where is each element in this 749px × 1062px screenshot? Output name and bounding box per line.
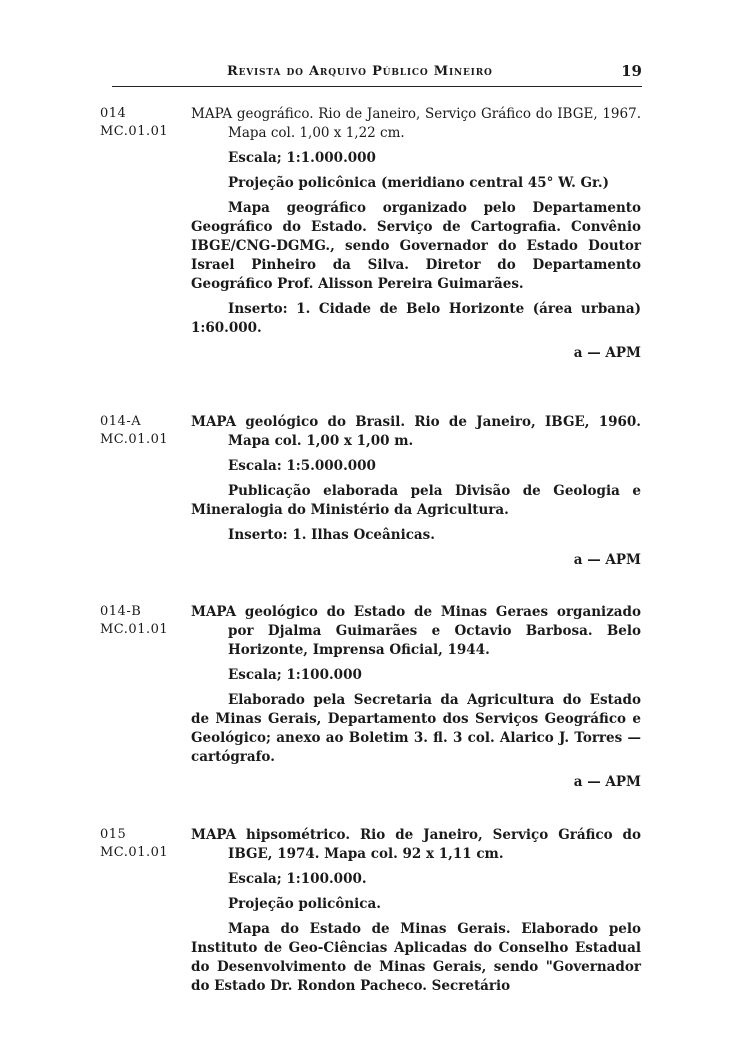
entry-body	[191, 413, 641, 570]
entry-location: a — APM	[573, 774, 641, 790]
entry-title: MAPA geográfico. Rio de Janeiro, Serviço Gráfico do IBGE, 1967. Mapa col. 1,00 x 1,22 cm.	[191, 106, 641, 141]
entry-code-block	[100, 603, 190, 639]
entry-title: MAPA geológico do Estado de Minas Geraes organizado por Djalma Guimarães e Octavio Barbosa. Belo Horizonte, Imprensa Oficial, 1944.	[191, 604, 641, 658]
entry-scale: Escala; 1:1.000.000	[228, 150, 376, 166]
running-header	[112, 60, 642, 87]
entry-code-block	[100, 413, 190, 449]
entry-body	[191, 603, 641, 792]
entry-scale: Escala: 1:5.000.000	[228, 458, 376, 474]
entry-code: 014-B	[100, 604, 142, 619]
entry-inset: Inserto: 1. Cidade de Belo Horizonte (área urbana) 1:60.000.	[191, 301, 641, 336]
entry-code-block	[100, 826, 190, 862]
entry-code: 014	[100, 106, 127, 121]
entry-location: a — APM	[573, 552, 641, 568]
entry-code: 015	[100, 827, 127, 842]
entry-projection: Projeção policônica.	[228, 896, 381, 912]
entry-note: Mapa do Estado de Minas Gerais. Elaborado pelo Instituto de Geo-Ciências Aplicadas do Conselho Estadual do Desenvolvimento de Minas Gerais, sendo "Governador do Estado Dr. Rondon Pacheco. Secretário	[191, 921, 641, 994]
entry-inset: Inserto: 1. Ilhas Oceânicas.	[228, 527, 435, 543]
entry-class: MC.01.01	[100, 845, 169, 860]
entry-location: a — APM	[573, 345, 641, 361]
entry-title: MAPA geológico do Brasil. Rio de Janeiro, IBGE, 1960. Mapa col. 1,00 x 1,00 m.	[191, 414, 641, 449]
journal-title: Revista do Arquivo Público Mineiro	[227, 64, 493, 79]
entry-class: MC.01.01	[100, 622, 169, 637]
entry-class: MC.01.01	[100, 124, 169, 139]
entry-projection: Projeção policônica (meridiano central 45° W. Gr.)	[228, 175, 610, 191]
entry-class: MC.01.01	[100, 432, 169, 447]
entry-scale: Escala; 1:100.000.	[228, 871, 367, 887]
entry-code: 014-A	[100, 414, 142, 429]
entry-body	[191, 105, 641, 363]
entry-title: MAPA hipsométrico. Rio de Janeiro, Serviço Gráfico do IBGE, 1974. Mapa col. 92 x 1,11 cm.	[191, 827, 641, 862]
entry-note: Publicação elaborada pela Divisão de Geologia e Mineralogia do Ministério da Agricultura.	[191, 483, 641, 518]
entry-scale: Escala; 1:100.000	[228, 667, 362, 683]
entry-note: Mapa geográfico organizado pelo Departamento Geográfico do Estado. Serviço de Cartografia. Convênio IBGE/CNG-DGMG., sendo Governador do Estado Doutor Israel Pinheiro da Silva. Diretor do Departamento Geográfico Prof. Alisson Pereira Guimarães.	[191, 200, 641, 292]
page-number: 19	[621, 62, 642, 80]
entry-note: Elaborado pela Secretaria da Agricultura do Estado de Minas Gerais, Departamento dos Serviços Geográfico e Geológico; anexo ao Boletim 3. fl. 3 col. Alarico J. Torres — cartógrafo.	[191, 692, 641, 765]
entry-code-block	[100, 105, 190, 141]
entry-body	[191, 826, 641, 1002]
